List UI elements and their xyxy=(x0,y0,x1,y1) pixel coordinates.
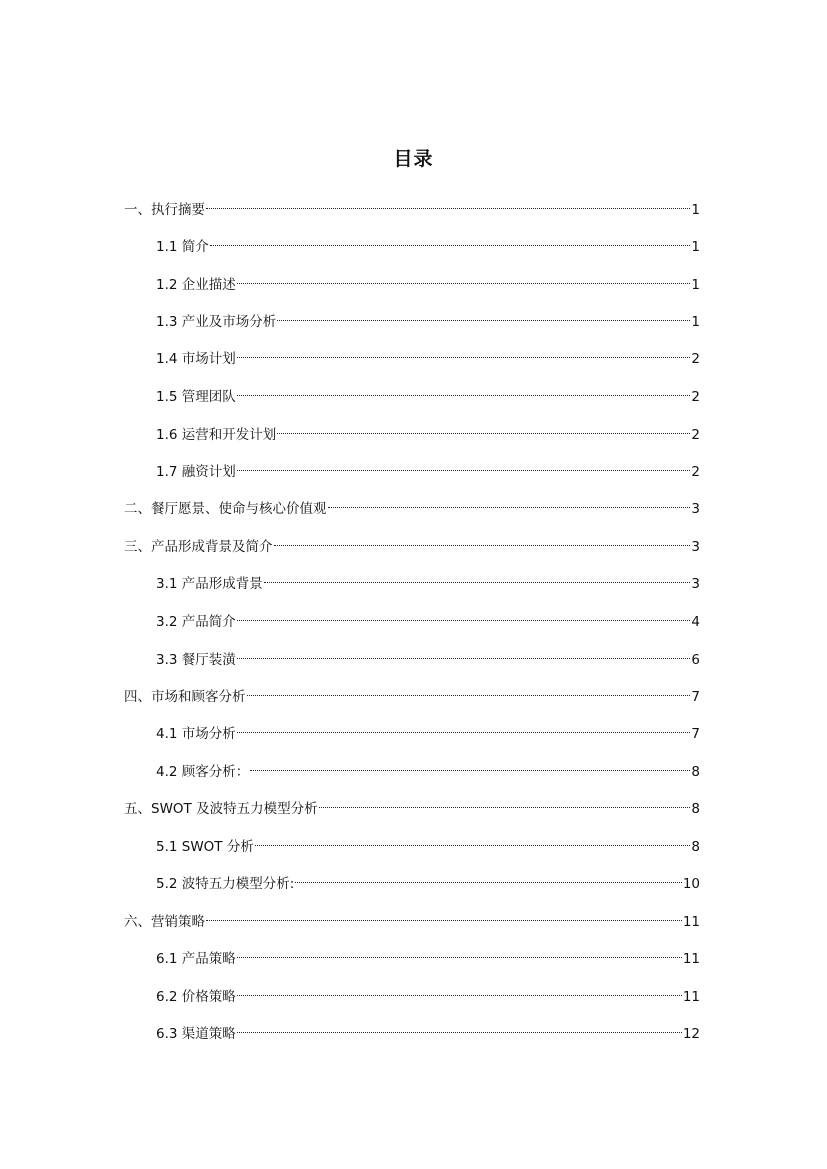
toc-entry[interactable] xyxy=(156,269,700,293)
toc-entry-page: 12 xyxy=(682,1026,700,1042)
toc-entry-page: 4 xyxy=(691,614,700,630)
toc-entry[interactable] xyxy=(156,419,700,443)
toc-entry-label: 4.1 市场分析 xyxy=(156,726,236,742)
toc-entry-label: 1.3 产业及市场分析 xyxy=(156,314,277,330)
toc-entry-page: 8 xyxy=(691,839,700,855)
dot-leader xyxy=(237,644,691,664)
toc-entry[interactable] xyxy=(156,456,700,480)
dot-leader xyxy=(264,568,691,588)
dot-leader xyxy=(319,793,691,813)
dot-leader xyxy=(328,493,691,513)
toc-entry[interactable] xyxy=(156,831,700,855)
toc-entry[interactable] xyxy=(156,644,700,668)
dot-leader xyxy=(210,231,691,251)
dot-leader xyxy=(237,381,691,401)
dot-leader xyxy=(237,718,691,738)
toc-entry[interactable] xyxy=(156,756,700,780)
toc-entry-page: 3 xyxy=(691,576,700,592)
dot-leader xyxy=(237,981,682,1001)
toc-entry-page: 3 xyxy=(691,539,700,555)
dot-leader xyxy=(237,343,691,363)
toc-entry-label: 二、餐厅愿景、使命与核心价值观 xyxy=(124,501,327,517)
toc-entry[interactable] xyxy=(124,906,700,930)
toc-entry-page: 7 xyxy=(691,689,700,705)
toc-entry[interactable] xyxy=(156,306,700,330)
dot-leader xyxy=(295,868,682,888)
toc-entry-label: 四、市场和顾客分析 xyxy=(124,689,246,705)
toc-entry-page: 11 xyxy=(682,989,700,1005)
toc-entry[interactable] xyxy=(156,1018,700,1042)
toc-entry-label: 3.3 餐厅装潢 xyxy=(156,652,236,668)
toc-entry-page: 2 xyxy=(691,427,700,443)
dot-leader xyxy=(237,1018,682,1038)
toc-entry-label: 1.4 市场计划 xyxy=(156,351,236,367)
toc-entry-label: 一、执行摘要 xyxy=(124,202,205,218)
toc-entry-label: 6.3 渠道策略 xyxy=(156,1026,236,1042)
page-title: 目录 xyxy=(393,148,434,170)
toc-entry-page: 8 xyxy=(691,764,700,780)
toc-entry[interactable] xyxy=(124,793,700,817)
toc-entry-page: 1 xyxy=(691,202,700,218)
toc-entry-label: 1.5 管理团队 xyxy=(156,389,236,405)
dot-leader xyxy=(237,269,691,289)
toc-entry-label: 5.1 SWOT 分析 xyxy=(156,839,254,855)
toc-entry-page: 2 xyxy=(691,464,700,480)
toc-entry-page: 1 xyxy=(691,239,700,255)
toc-entry-label: 6.1 产品策略 xyxy=(156,951,236,967)
toc-entry-label: 1.7 融资计划 xyxy=(156,464,236,480)
toc-entry-page: 8 xyxy=(691,801,700,817)
toc-entry[interactable] xyxy=(156,718,700,742)
dot-leader xyxy=(277,419,690,439)
toc-entry-page: 1 xyxy=(691,277,700,293)
toc-entry-label: 五、SWOT 及波特五力模型分析 xyxy=(124,801,318,817)
toc-entry[interactable] xyxy=(156,868,700,892)
toc-entry-label: 6.2 价格策略 xyxy=(156,989,236,1005)
toc-entry-page: 10 xyxy=(682,876,700,892)
toc-entry-page: 6 xyxy=(691,652,700,668)
dot-leader xyxy=(255,831,691,851)
toc-entry[interactable] xyxy=(124,531,700,555)
toc-entry-page: 1 xyxy=(691,314,700,330)
toc-entry-page: 2 xyxy=(691,351,700,367)
dot-leader xyxy=(274,531,691,551)
toc-entry-label: 3.1 产品形成背景 xyxy=(156,576,263,592)
toc-entry-label: 5.2 波特五力模型分析: xyxy=(156,876,295,892)
dot-leader xyxy=(237,943,682,963)
toc-entry-page: 3 xyxy=(691,501,700,517)
toc-entry[interactable] xyxy=(156,231,700,255)
dot-leader xyxy=(237,456,691,476)
dot-leader xyxy=(247,681,691,701)
toc-entry[interactable] xyxy=(156,568,700,592)
dot-leader xyxy=(237,606,691,626)
toc-entry[interactable] xyxy=(156,943,700,967)
toc-entry-page: 11 xyxy=(682,951,700,967)
toc-entry-label: 1.2 企业描述 xyxy=(156,277,236,293)
toc-entry-label: 三、产品形成背景及简介 xyxy=(124,539,273,555)
dot-leader xyxy=(250,756,690,776)
toc-entry[interactable] xyxy=(156,343,700,367)
toc-entry[interactable] xyxy=(124,194,700,218)
toc-entry-page: 2 xyxy=(691,389,700,405)
dot-leader xyxy=(277,306,690,326)
toc-entry-label: 4.2 顾客分析： xyxy=(156,764,250,780)
toc-entry-label: 1.1 简介 xyxy=(156,239,209,255)
toc-entry[interactable] xyxy=(156,606,700,630)
toc-entry[interactable] xyxy=(124,493,700,517)
toc-entry-label: 1.6 运营和开发计划 xyxy=(156,427,277,443)
dot-leader xyxy=(206,906,682,926)
toc-entry-page: 11 xyxy=(682,914,700,930)
toc-entry-page: 7 xyxy=(691,726,700,742)
dot-leader xyxy=(206,194,690,214)
toc-entry[interactable] xyxy=(124,681,700,705)
toc-entry-label: 六、营销策略 xyxy=(124,914,205,930)
toc-entry[interactable] xyxy=(156,381,700,405)
toc-entry[interactable] xyxy=(156,981,700,1005)
toc-entry-label: 3.2 产品简介 xyxy=(156,614,236,630)
